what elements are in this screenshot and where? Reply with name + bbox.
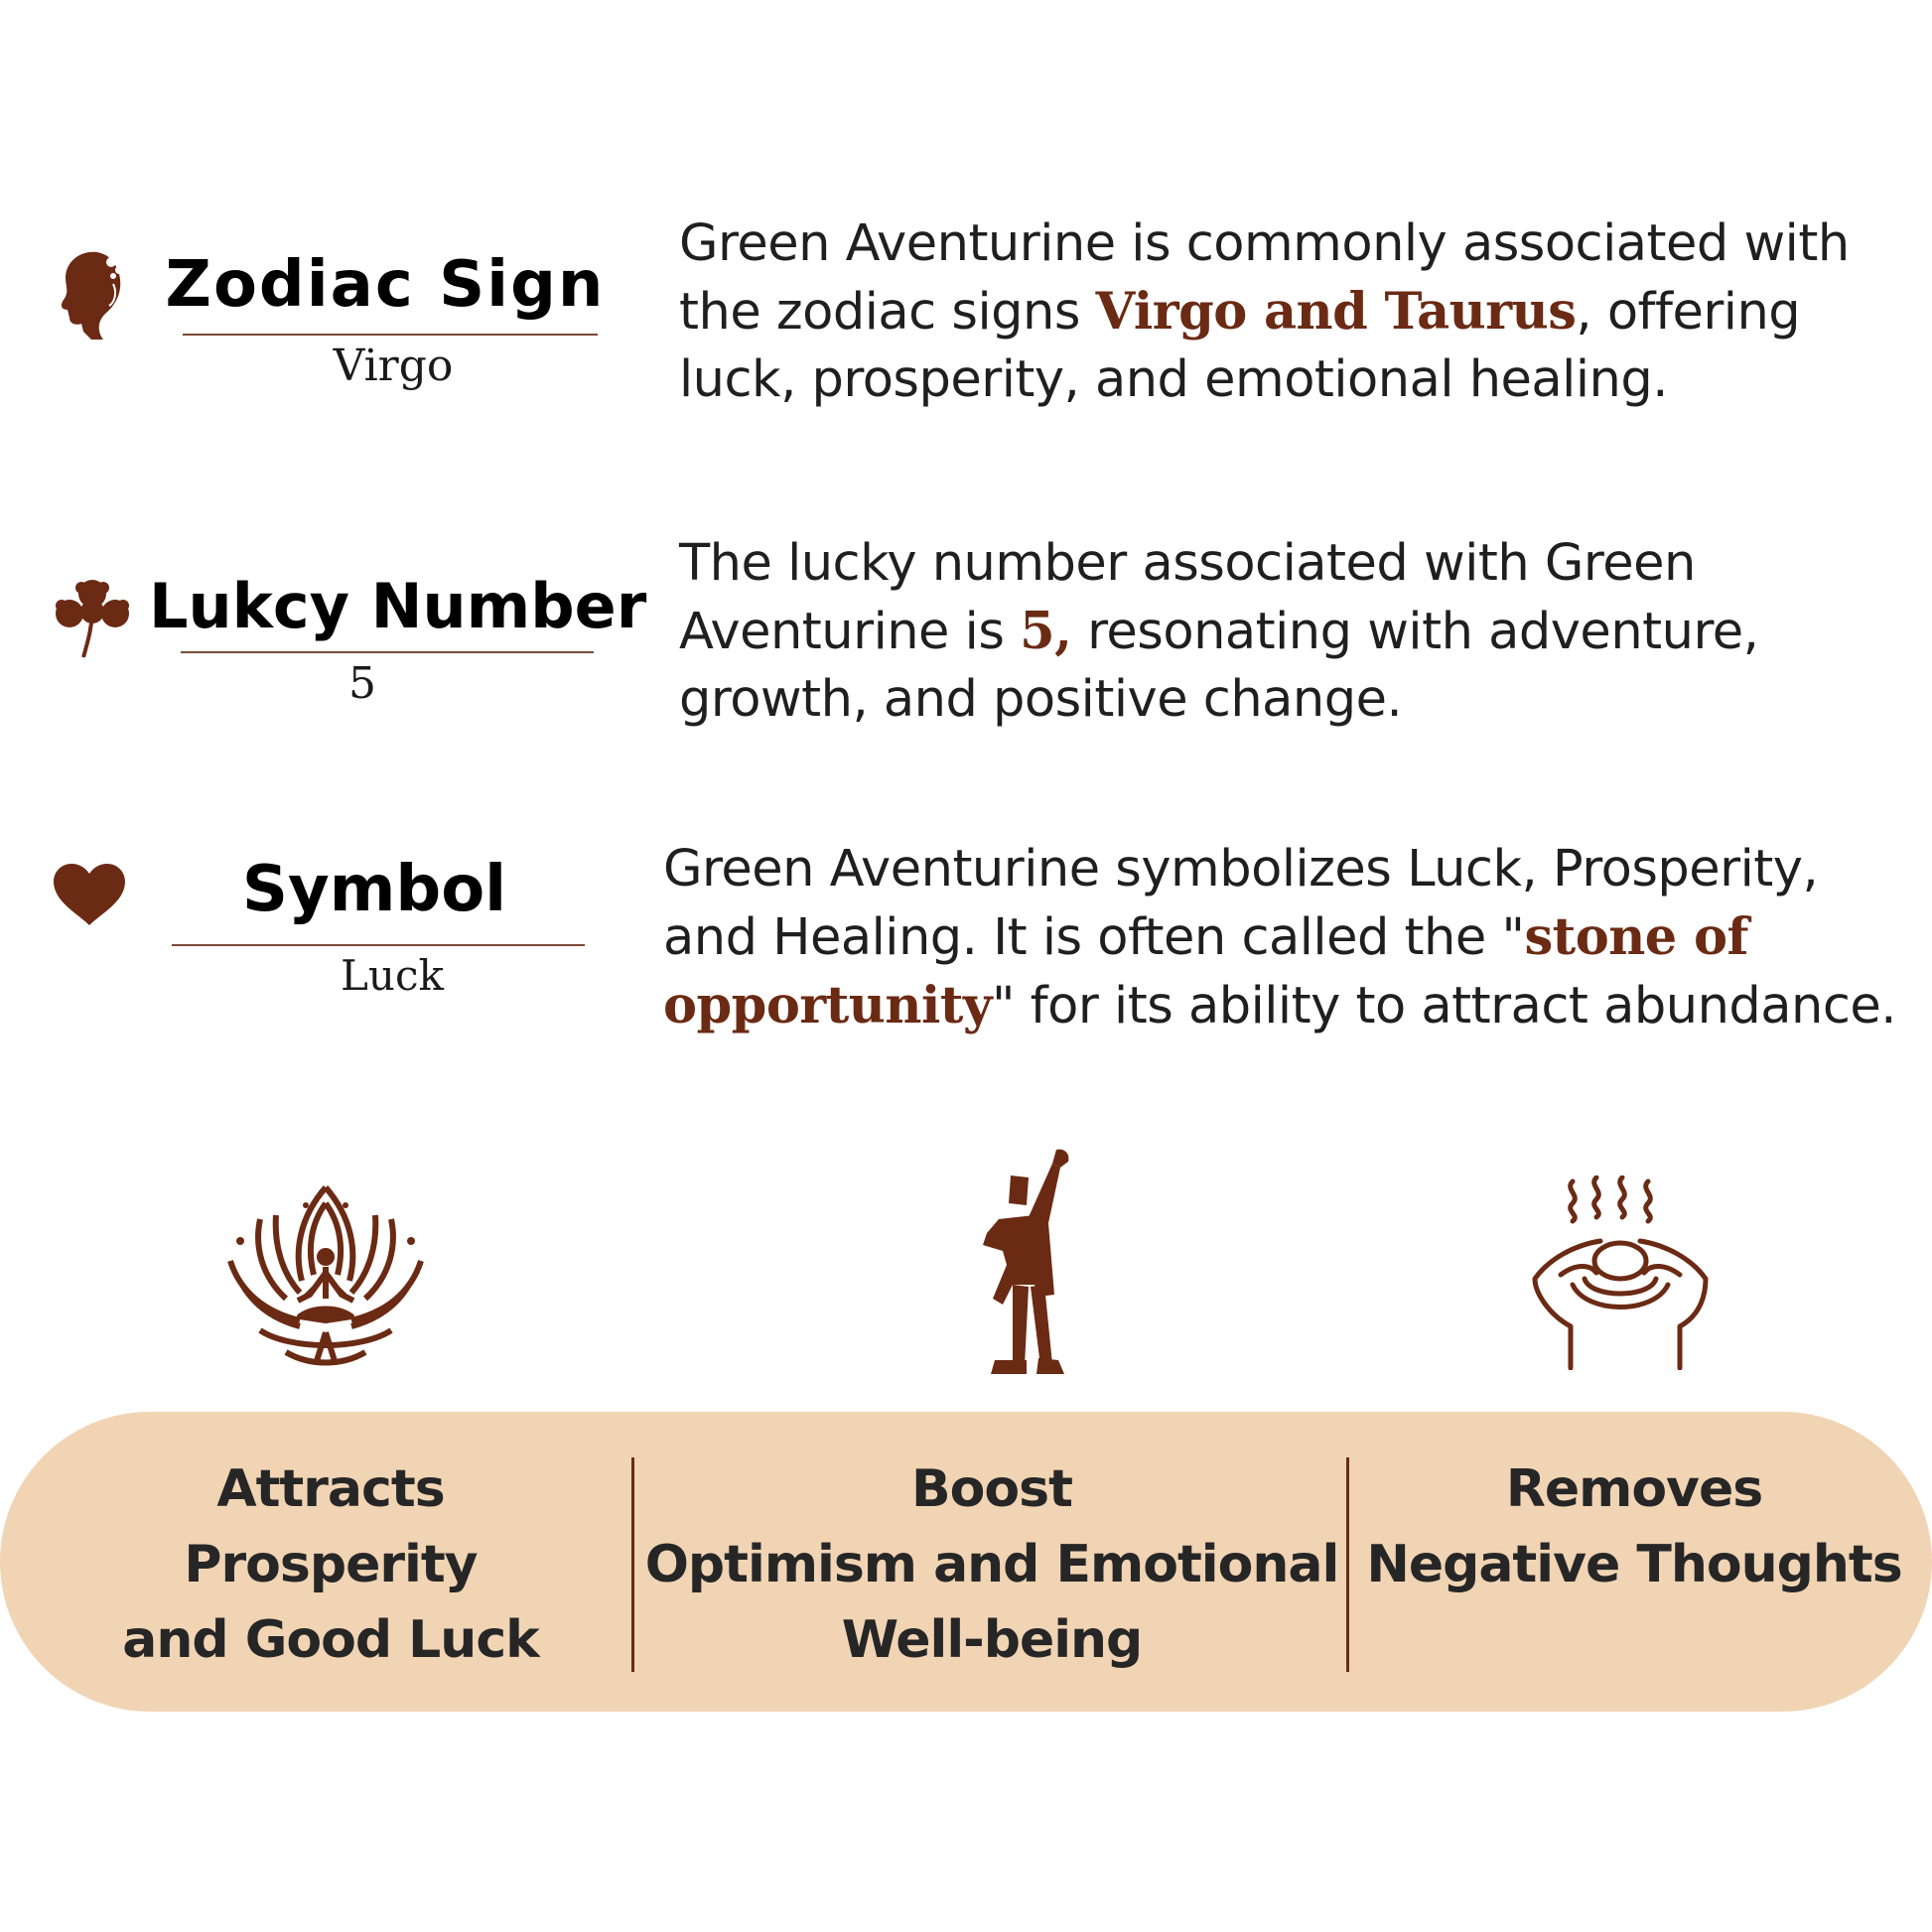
stressed-head-icon	[1531, 1175, 1710, 1370]
zodiac-sign-rule	[183, 334, 598, 336]
benefit-optimism-line-1: Boost	[911, 1459, 1072, 1519]
benefit-negative-thoughts-line-1: Removes	[1505, 1459, 1763, 1519]
symbol-description-end: " for its ability to attract abundance.	[992, 977, 1896, 1035]
symbol-highlight: stone of opportunity	[663, 907, 1748, 1035]
benefit-negative-thoughts	[1356, 1451, 1912, 1602]
benefit-prosperity	[60, 1451, 602, 1678]
symbol-title: Symbol	[241, 853, 507, 926]
lucky-number-description-text: The lucky number associated with Green Aventurine is	[679, 534, 1696, 661]
lucky-number-title: Lukcy Number	[149, 570, 647, 642]
raised-fist-person-icon	[973, 1146, 1080, 1376]
benefit-optimism-line-2: Optimism and Emotional	[644, 1535, 1339, 1594]
lucky-number-description-end: resonating with adventure, growth, and positive change.	[679, 603, 1759, 729]
zodiac-description-text: Green Aventurine is commonly associated with the zodiac signs	[679, 214, 1850, 342]
lucky-number-highlight: 5,	[1020, 602, 1072, 661]
symbol-description-text: Green Aventurine symbolizes Luck, Prosperity, and Healing. It is often called the "	[663, 840, 1819, 967]
zodiac-sign-title: Zodiac Sign	[165, 248, 606, 322]
benefit-optimism	[639, 1451, 1344, 1678]
zodiac-highlight: Virgo and Taurus	[1095, 282, 1577, 342]
benefit-prosperity-line-2: Prosperity	[184, 1535, 478, 1594]
lotus-meditation-icon	[220, 1181, 431, 1370]
lucky-number-value: 5	[348, 658, 376, 709]
woman-profile-icon	[54, 248, 129, 342]
benefit-prosperity-line-1: Attracts	[216, 1459, 445, 1519]
benefits-divider-2	[1346, 1457, 1349, 1672]
zodiac-description-end: , offering luck, prosperity, and emotional healing.	[679, 283, 1801, 409]
lucky-number-description	[679, 530, 1910, 734]
benefit-prosperity-line-3: and Good Luck	[122, 1610, 539, 1670]
benefits-divider-1	[631, 1457, 634, 1672]
lucky-number-rule	[181, 651, 594, 653]
symbol-description	[663, 836, 1916, 1040]
heart-icon	[50, 862, 129, 927]
benefit-negative-thoughts-line-2: Negative Thoughts	[1366, 1535, 1902, 1594]
benefit-optimism-line-3: Well-being	[841, 1610, 1143, 1670]
symbol-rule	[172, 944, 585, 946]
symbol-value: Luck	[341, 951, 444, 1000]
zodiac-sign-value: Virgo	[333, 341, 454, 391]
clover-icon	[50, 574, 135, 659]
zodiac-description	[679, 210, 1910, 414]
